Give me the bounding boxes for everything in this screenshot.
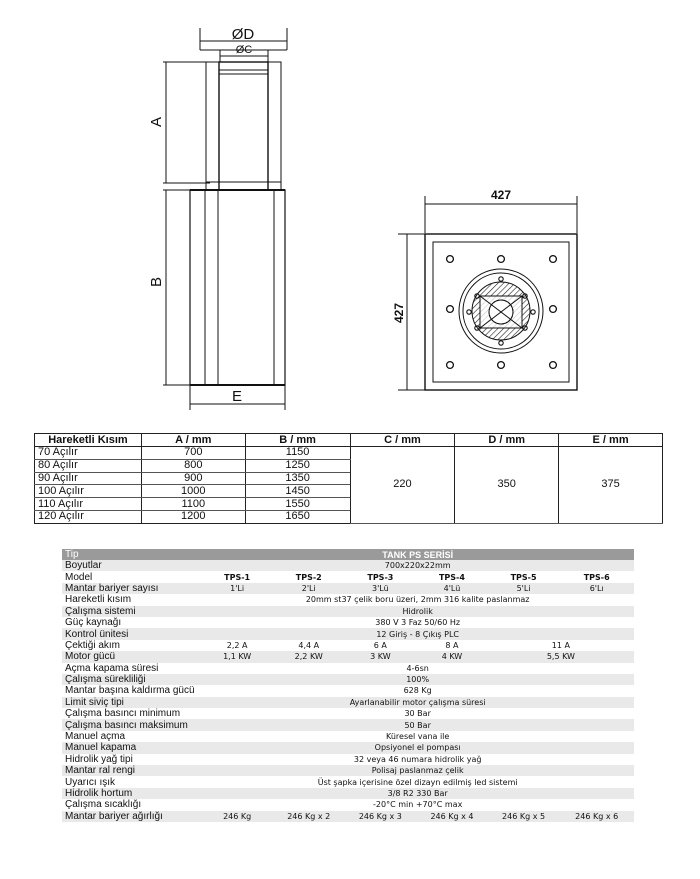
spec-row-limit [62,697,634,708]
spec-value: 6 A [345,640,417,651]
spec-value: 12 Giriş - 8 Çıkış PLC [201,628,634,639]
row-b: 1550 [245,498,350,511]
spec-value: 4-6sn [201,663,634,674]
spec-label: Boyutlar [62,560,201,571]
spec-label: Uyarıcı ışık [62,776,201,787]
spec-row-sure [62,663,634,674]
spec-label: Mantar ral rengi [62,765,201,776]
spec-value: 2,2 KW [273,651,345,662]
row-b: 1350 [245,472,350,485]
spec-row-kaldirma [62,685,634,696]
spec-value: 100% [201,674,634,685]
plan-view [398,196,577,390]
spec-value: 380 V 3 Faz 50/60 Hz [201,617,634,628]
dim-label-height: 427 [392,302,406,324]
spec-value: 246 Kg x 4 [416,811,488,822]
spec-label: Motor gücü [62,651,201,662]
spec-value: TPS-3 [345,571,417,582]
spec-value: 246 Kg x 2 [273,811,345,822]
spec-value: 8 A [416,640,488,651]
spec-header-label: Tip [62,549,201,560]
spec-value: Üst şapka içerisine özel dizayn edilmiş led sistemi [201,776,634,787]
spec-value: 246 Kg x 5 [488,811,560,822]
row-a: 1100 [141,498,245,511]
spec-label: Çalışma sürekliliği [62,674,201,685]
spec-row-hortum [62,788,634,799]
spec-row-boyutlar [62,560,634,571]
spec-label: Mantar bariyer sayısı [62,583,201,594]
spec-label: Hidrolik hortum [62,788,201,799]
dimensions-header-row [35,434,663,447]
spec-header-row [62,549,634,560]
header-c: C / mm [350,434,455,447]
spec-label: Çalışma basıncı minimum [62,708,201,719]
spec-value: 4'Lü [416,583,488,594]
spec-row-bariyer [62,583,634,594]
spec-value: 246 Kg [201,811,273,822]
dim-label-b: B [148,276,165,288]
spec-label: Manuel açma [62,731,201,742]
merged-e: 375 [559,447,663,524]
dimensions-table [34,433,663,524]
spec-label: Hareketli kısım [62,594,201,605]
spec-row-basinc-min [62,708,634,719]
spec-value: 2'Li [273,583,345,594]
technical-drawing [0,0,700,430]
spec-row-agirlik [62,811,634,822]
header-e: E / mm [559,434,663,447]
row-name: 90 Açılır [35,472,142,485]
spec-label: Kontrol ünitesi [62,628,201,639]
spec-label: Hidrolik yağ tipi [62,754,201,765]
spec-value: Hidrolik [201,606,634,617]
spec-label: Limit siviç tipi [62,697,201,708]
dim-label-e: E [231,388,243,405]
spec-value: 5,5 KW [488,651,634,662]
spec-label: Güç kaynağı [62,617,201,628]
spec-value: 32 veya 46 numara hidrolik yağ [201,754,634,765]
spec-row-kontrol [62,628,634,639]
spec-label: Manuel kapama [62,742,201,753]
spec-value: 1,1 KW [201,651,273,662]
spec-value: -20°C min +70°C max [201,799,634,810]
spec-header-title: TANK PS SERİSİ [201,549,634,560]
row-a: 800 [141,459,245,472]
spec-label: Açma kapama süresi [62,663,201,674]
spec-row-motor [62,651,634,662]
spec-row-sistem [62,606,634,617]
spec-row-uyarici [62,776,634,787]
spec-row-akim [62,640,634,651]
spec-value: 11 A [488,640,634,651]
spec-value: 246 Kg x 6 [559,811,634,822]
spec-table [62,549,634,822]
spec-value: 20mm st37 çelik boru üzeri, 2mm 316 kalite paslanmaz [201,594,634,605]
spec-row-basinc-max [62,719,634,730]
spec-label: Mantar bariyer ağırlığı [62,811,201,822]
table-row [35,447,663,460]
spec-label: Çalışma basıncı maksimum [62,719,201,730]
row-a: 1200 [141,510,245,523]
row-name: 120 Açılır [35,510,142,523]
dim-label-a: A [148,116,165,128]
spec-row-yag [62,754,634,765]
spec-value: TPS-1 [201,571,273,582]
spec-value: 628 Kg [201,685,634,696]
dim-label-width: 427 [490,188,512,202]
row-name: 100 Açılır [35,485,142,498]
spec-label: Çalışma sistemi [62,606,201,617]
side-elevation [163,28,287,410]
spec-value: 700x220x22mm [201,560,634,571]
spec-value: 3 KW [345,651,417,662]
spec-value: Polisaj paslanmaz çelik [201,765,634,776]
spec-row-ral [62,765,634,776]
spec-label: Çektiği akım [62,640,201,651]
spec-row-sicaklik [62,799,634,810]
spec-value: 4 KW [416,651,488,662]
spec-row-guc [62,617,634,628]
spec-value: TPS-6 [559,571,634,582]
header-hareketli: Hareketli Kısım [35,434,142,447]
spec-label: Çalışma sıcaklığı [62,799,201,810]
row-b: 1250 [245,459,350,472]
spec-row-kapama [62,742,634,753]
header-a: A / mm [141,434,245,447]
header-b: B / mm [245,434,350,447]
spec-value: 1'Li [201,583,273,594]
dim-label-c: ØC [235,44,253,56]
spec-value: Küresel vana ile [201,731,634,742]
header-d: D / mm [455,434,559,447]
row-name: 110 Açılır [35,498,142,511]
spec-value: 3'Lü [345,583,417,594]
dim-label-d: ØD [231,26,255,43]
spec-row-hareketli [62,594,634,605]
spec-value: Opsiyonel el pompası [201,742,634,753]
spec-value: TPS-4 [416,571,488,582]
row-a: 700 [141,447,245,460]
row-b: 1450 [245,485,350,498]
spec-value: 5'Li [488,583,560,594]
spec-value: 6'Lı [559,583,634,594]
spec-value: Ayarlanabilir motor çalışma süresi [201,697,634,708]
row-b: 1650 [245,510,350,523]
spec-value: 30 Bar [201,708,634,719]
row-b: 1150 [245,447,350,460]
spec-value: 2,2 A [201,640,273,651]
spec-value: 50 Bar [201,719,634,730]
row-a: 900 [141,472,245,485]
row-a: 1000 [141,485,245,498]
spec-label: Mantar başına kaldırma gücü [62,685,201,696]
spec-row-sureklilik [62,674,634,685]
merged-d: 350 [455,447,559,524]
spec-value: TPS-2 [273,571,345,582]
spec-row-acma [62,731,634,742]
spec-label: Model [62,571,201,582]
spec-value: TPS-5 [488,571,560,582]
row-name: 80 Açılır [35,459,142,472]
spec-value: 3/8 R2 330 Bar [201,788,634,799]
spec-row-model [62,571,634,582]
spec-value: 4,4 A [273,640,345,651]
spec-value: 246 Kg x 3 [345,811,417,822]
row-name: 70 Açılır [35,447,142,460]
merged-c: 220 [350,447,455,524]
